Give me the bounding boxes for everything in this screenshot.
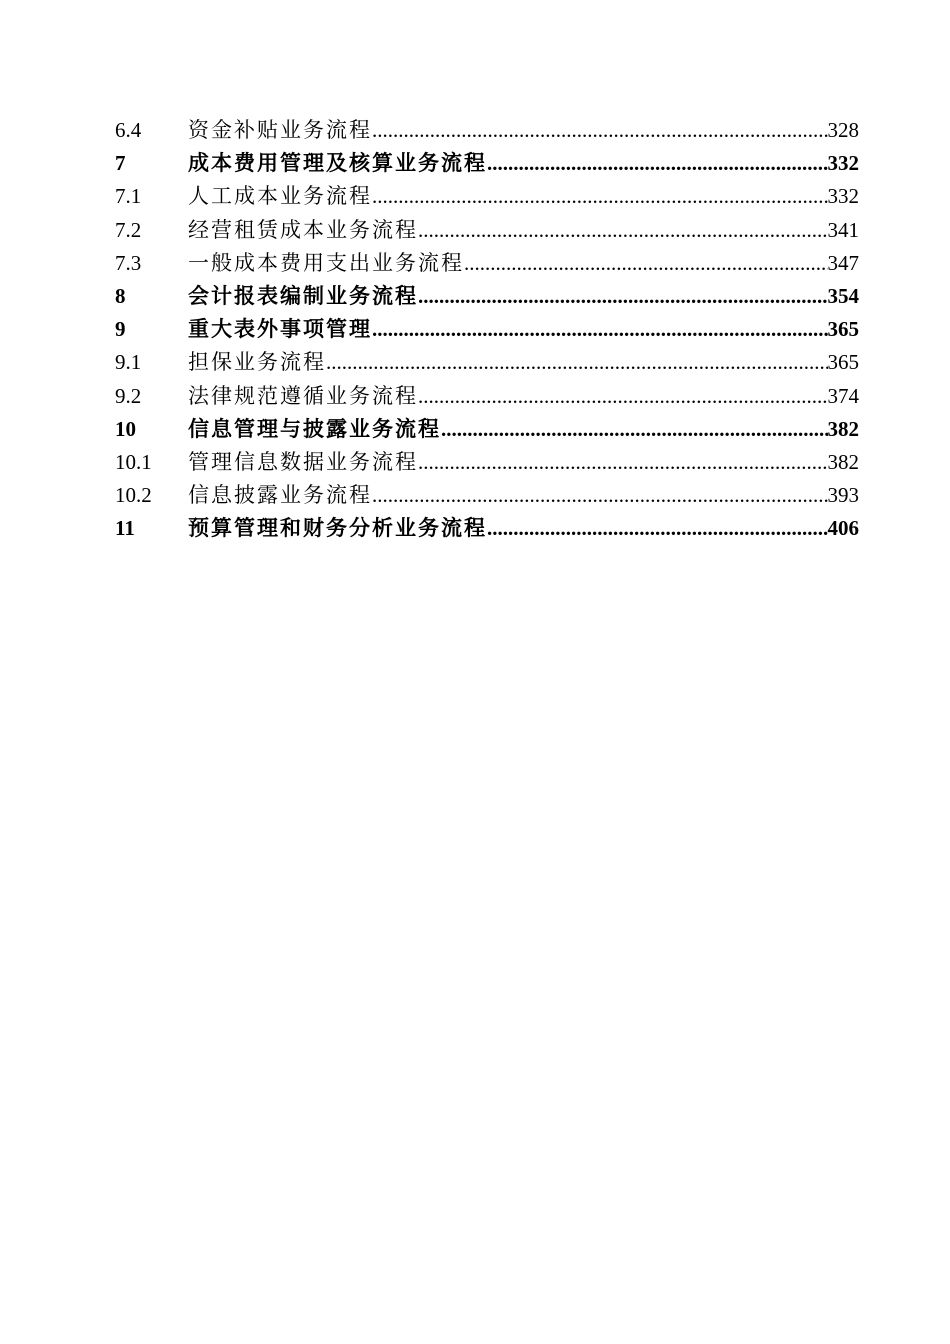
toc-entry-title: 法律规范遵循业务流程	[188, 383, 418, 408]
toc-dot-leader	[441, 413, 828, 446]
toc-dot-leader	[372, 114, 828, 147]
toc-entry-title: 会计报表编制业务流程	[188, 283, 418, 308]
toc-entry-page: 365	[827, 317, 859, 342]
toc-entry-title: 预算管理和财务分析业务流程	[188, 516, 487, 541]
toc-entry-number: 7.1	[115, 184, 142, 209]
toc-entry-number: 11	[115, 516, 135, 541]
toc-entry-page: 382	[827, 449, 859, 474]
toc-entry-page: 393	[827, 483, 859, 508]
toc-entry-number: 10.2	[115, 483, 152, 508]
toc-entry[interactable]	[115, 114, 859, 147]
toc-dot-leader	[372, 479, 828, 512]
toc-dot-leader	[464, 247, 828, 280]
toc-entry-page: 365	[827, 350, 859, 375]
table-of-contents	[115, 114, 859, 545]
toc-entry-title: 经营租赁成本业务流程	[188, 217, 418, 242]
toc-dot-leader	[418, 280, 828, 313]
toc-entry[interactable]	[115, 280, 859, 313]
toc-entry[interactable]	[115, 313, 859, 346]
toc-dot-leader	[487, 512, 828, 545]
toc-entry-number: 8	[115, 283, 126, 308]
toc-entry-page: 332	[827, 151, 859, 176]
toc-entry-title: 成本费用管理及核算业务流程	[188, 151, 487, 176]
toc-entry[interactable]	[115, 180, 859, 213]
toc-dot-leader	[487, 147, 828, 180]
toc-entry-page: 354	[827, 283, 859, 308]
toc-entry[interactable]	[115, 413, 859, 446]
toc-entry-title: 管理信息数据业务流程	[188, 449, 418, 474]
toc-entry-page: 374	[827, 383, 859, 408]
toc-entry-page: 332	[827, 184, 859, 209]
toc-entry[interactable]	[115, 346, 859, 379]
toc-dot-leader	[326, 346, 828, 379]
toc-entry-page: 341	[827, 217, 859, 242]
toc-dot-leader	[372, 313, 828, 346]
toc-entry-number: 7	[115, 151, 126, 176]
toc-dot-leader	[418, 214, 828, 247]
toc-entry-title: 信息披露业务流程	[188, 483, 372, 508]
toc-dot-leader	[418, 446, 828, 479]
toc-entry-title: 资金补贴业务流程	[188, 118, 372, 142]
toc-entry[interactable]	[115, 147, 859, 180]
toc-entry[interactable]	[115, 380, 859, 413]
toc-entry-number: 6.4	[115, 118, 142, 142]
toc-entry-page: 328	[827, 118, 859, 142]
toc-entry[interactable]	[115, 512, 859, 545]
toc-entry-page: 406	[827, 516, 859, 541]
toc-entry-title: 重大表外事项管理	[188, 317, 372, 342]
toc-entry-number: 9.1	[115, 350, 142, 375]
toc-entry-number: 9.2	[115, 383, 142, 408]
toc-entry-page: 347	[827, 250, 859, 275]
toc-entry[interactable]	[115, 446, 859, 479]
toc-entry-number: 7.2	[115, 217, 142, 242]
toc-dot-leader	[418, 380, 828, 413]
toc-entry-title: 信息管理与披露业务流程	[188, 416, 441, 441]
toc-entry[interactable]	[115, 247, 859, 280]
toc-entry-page: 382	[827, 416, 859, 441]
toc-entry[interactable]	[115, 214, 859, 247]
toc-dot-leader	[372, 180, 828, 213]
toc-entry[interactable]	[115, 479, 859, 512]
toc-entry-number: 10	[115, 416, 136, 441]
toc-entry-title: 人工成本业务流程	[188, 184, 372, 209]
toc-entry-title: 一般成本费用支出业务流程	[188, 250, 464, 275]
toc-entry-title: 担保业务流程	[188, 350, 326, 375]
toc-entry-number: 9	[115, 317, 126, 342]
toc-entry-number: 7.3	[115, 250, 142, 275]
toc-entry-number: 10.1	[115, 449, 152, 474]
